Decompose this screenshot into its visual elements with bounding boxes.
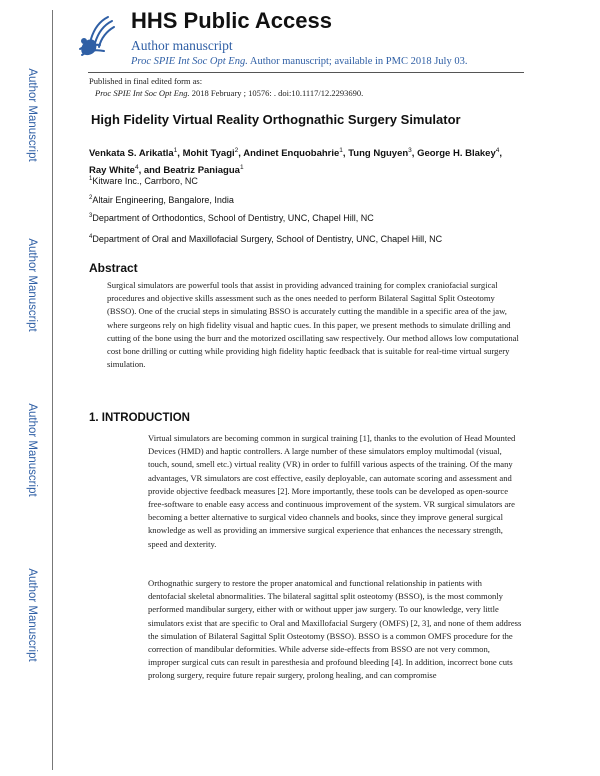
author-name: Beatriz Paniagua xyxy=(163,165,240,177)
affiliation-number: 2 xyxy=(89,195,93,201)
author-separator: , xyxy=(499,148,503,160)
header-title: HHS Public Access xyxy=(131,8,332,33)
author-name: Andinet Enquobahrie xyxy=(243,148,340,160)
publication-citation xyxy=(95,88,363,98)
header-availability xyxy=(131,55,467,69)
author-separator: , xyxy=(411,148,418,160)
introduction-heading: 1. INTRODUCTION xyxy=(89,412,190,424)
author-affiliation-number: 4 xyxy=(495,147,500,154)
author-affiliation-number: 4 xyxy=(134,164,139,172)
sidebar-label: Author Manuscript xyxy=(26,238,38,332)
affiliation-text: Department of Orthodontics, School of Dentistry, UNC, Chapel Hill, NC xyxy=(92,213,374,223)
header-divider xyxy=(88,72,524,73)
sidebar-label: Author Manuscript xyxy=(26,403,38,497)
author-affiliation-number: 1 xyxy=(339,147,343,154)
affiliation-text: Department of Oral and Maxillofacial Surgery, School of Dentistry, UNC, Chapel Hill, NC xyxy=(92,234,443,244)
affiliation-number: 3 xyxy=(89,213,93,219)
author-separator: , xyxy=(342,148,349,160)
sidebar-label: Author Manuscript xyxy=(26,68,38,162)
author-separator: , and xyxy=(138,165,164,177)
author-affiliation-number: 1 xyxy=(173,147,178,154)
author-name: Mohit Tyagi xyxy=(182,148,235,160)
abstract-heading: Abstract xyxy=(89,261,138,275)
publication-journal: Proc SPIE Int Soc Opt Eng. xyxy=(95,88,190,98)
affiliation-text: Altair Engineering, Bangalore, India xyxy=(92,195,234,205)
affiliation xyxy=(89,176,198,186)
author-separator: , xyxy=(177,148,183,160)
author-affiliation-number: 2 xyxy=(234,147,239,154)
header-subtitle: Author manuscript xyxy=(131,38,233,53)
abstract-text: Surgical simulators are powerful tools that assist in providing advanced training for complex craniofacial surgical procedures and objective skills assessment such as the ones needed to perform Bilateral Sagittal Split Osteotomy (BSSO). One of the crucial steps in simulating BSSO is accurately cutting the mandible in a specific area of the jaw, where surgeons rely on high fidelity visual and haptic cues. In this paper, we present methods to simulate drilling and cutting of the bone using the burr and the motorized oscillating saw respectively. Our method allows low computational cost bone drilling or cutting while providing high fidelity haptic feedback that is suitable for real-time virtual surgery simulation. xyxy=(107,280,519,370)
author-affiliation-number: 3 xyxy=(408,147,412,154)
affiliation-text: Kitware Inc., Carrboro, NC xyxy=(92,176,198,186)
paper-title: High Fidelity Virtual Reality Orthognathic Surgery Simulator xyxy=(91,112,461,127)
author-separator: , xyxy=(238,148,244,160)
affiliation-number: 1 xyxy=(89,176,93,182)
affiliation xyxy=(89,234,442,244)
body-paragraph: Orthognathic surgery to restore the proper anatomical and functional relationship in patients with dentofacial skeletal abnormalities. The bilateral sagittal split osteotomy (BSSO), is the most commonly performed mandibular surgery, either with or without upper jaw surgery. To our knowledge, very little simulators exist that are specific to Oral and Maxillofacial Surgery (OMFS) [2, 3], and none of them address the simulation of Bilateral Sagittal Split Osteotomy (BSSO). BSSO is a common OMFS procedure for the correction of mandibular deformities. While adverse side-effects from BSSO are not very common, improper surgical cuts can result in paresthesia and profound bleeding [4]. In addition, incorrect bone cuts prolong surgery, require future repair surgery, prolong healing, and can compromise xyxy=(148,578,522,681)
author-list xyxy=(89,144,509,178)
publication-details: 2018 February ; 10576: . doi:10.1117/12.2293690. xyxy=(191,88,364,98)
hhs-eagle-logo-icon xyxy=(74,11,118,63)
sidebar-label: Author Manuscript xyxy=(26,568,38,662)
affiliation xyxy=(89,195,234,205)
body-paragraph: Virtual simulators are becoming common in surgical training [1], thanks to the evolution of Head Mounted Devices (HMD) and haptic controllers. A large number of these simulators employ multimodal (visual, touch, sound, smell etc.) virtual reality (VR) in order to fulfill various aspects of the training. Of the many advantages, VR simulators are cost effective, easily deployable, can automate scoring and assessment and provide objective feedback measures [2]. More importantly, these tools can be developed as open-source free-software to enable easy access and continuous improvement of the system. VR surgical simulators are becoming a better alternative to surgical video channels and books, since they improve general surgical knowledge as well as providing an immersive surgical experience that enhances the necessary strength, speed and dexterity. xyxy=(148,433,516,549)
author-name: Tung Nguyen xyxy=(348,148,409,160)
affiliation-number: 4 xyxy=(89,234,93,240)
affiliation xyxy=(89,213,374,223)
header-journal[interactable]: Proc SPIE Int Soc Opt Eng. xyxy=(131,56,248,67)
author-name: George H. Blakey xyxy=(417,148,496,160)
author-name: Venkata S. Arikatla xyxy=(89,148,174,160)
author-name: Ray White xyxy=(89,165,135,177)
author-affiliation-number: 1 xyxy=(239,164,244,172)
sidebar-divider xyxy=(52,10,53,770)
publication-label: Published in final edited form as: xyxy=(89,76,203,86)
header-availability-text: Author manuscript; available in PMC 2018 July 03. xyxy=(249,56,468,67)
